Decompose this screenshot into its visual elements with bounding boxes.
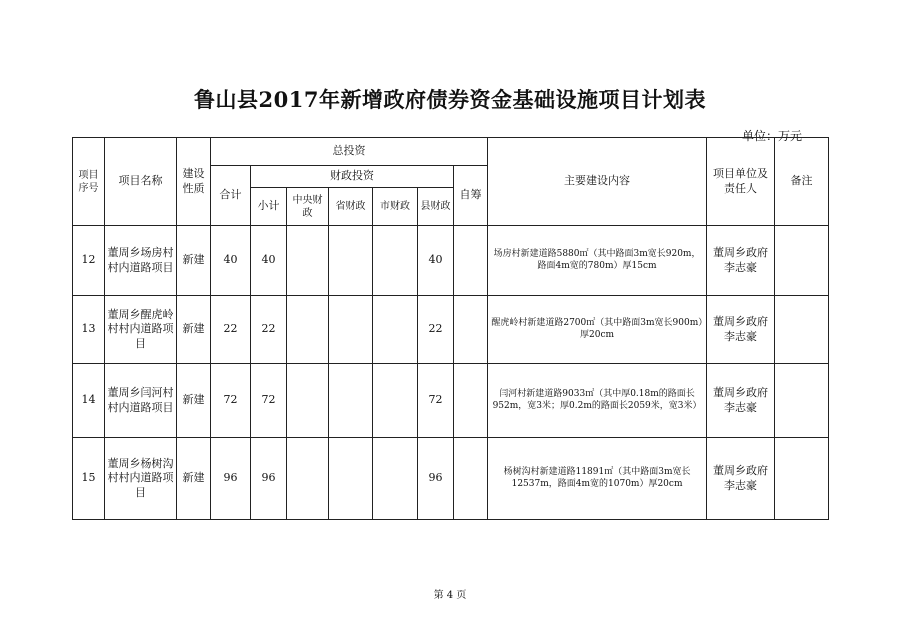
unit-label: 单位：万元 (742, 129, 803, 143)
row-county: 96 (418, 438, 454, 520)
row-person: 李志豪 (724, 329, 758, 343)
project-plan-table (72, 137, 829, 520)
row-province (329, 438, 373, 520)
header-type: 建设性质 (177, 138, 211, 226)
row-central (287, 364, 329, 438)
table-row (73, 438, 829, 520)
page-number: 第 4 页 (433, 590, 467, 601)
header-county: 县财政 (418, 188, 454, 226)
row-subtotal: 72 (251, 364, 287, 438)
table-row (73, 226, 829, 296)
header-total: 合计 (211, 166, 251, 226)
row-remark (775, 364, 829, 438)
row-name: 董周乡醒虎岭村村内道路项目 (105, 296, 177, 364)
row-province (329, 364, 373, 438)
page-title: 鲁山县2017年新增政府债券资金基础设施项目计划表 (194, 87, 706, 112)
row-content: 醒虎岭村新建道路2700㎡（其中路面3m宽长900m）厚20cm (488, 296, 707, 364)
row-province (329, 296, 373, 364)
row-type: 新建 (177, 296, 211, 364)
row-county: 22 (418, 296, 454, 364)
row-type: 新建 (177, 364, 211, 438)
row-subtotal: 40 (251, 226, 287, 296)
row-org: 董周乡政府 (713, 386, 769, 400)
row-self (454, 364, 488, 438)
row-unit-person (707, 226, 775, 296)
row-unit-person (707, 296, 775, 364)
row-seq: 14 (73, 364, 105, 438)
header-name: 项目名称 (105, 138, 177, 226)
header-subtotal: 小计 (251, 188, 287, 226)
row-name: 董周乡场房村村内道路项目 (105, 226, 177, 296)
row-unit-person (707, 438, 775, 520)
row-total: 40 (211, 226, 251, 296)
row-city (373, 438, 418, 520)
row-person: 李志豪 (724, 478, 758, 492)
row-self (454, 226, 488, 296)
row-content: 闫河村新建道路9033㎡（其中厚0.18m的路面长952m，宽3米；厚0.2m的路面长2059米，宽3米） (488, 364, 707, 438)
row-total: 22 (211, 296, 251, 364)
header-province: 省财政 (329, 188, 373, 226)
row-type: 新建 (177, 438, 211, 520)
row-central (287, 226, 329, 296)
row-self (454, 296, 488, 364)
header-central: 中央财政 (287, 188, 329, 226)
row-central (287, 296, 329, 364)
row-total: 96 (211, 438, 251, 520)
header-unit-person: 项目单位及责任人 (707, 138, 775, 226)
row-seq: 15 (73, 438, 105, 520)
row-person: 李志豪 (724, 260, 758, 274)
row-name: 董周乡闫河村村内道路项目 (105, 364, 177, 438)
header-content: 主要建设内容 (488, 138, 707, 226)
header-total-investment: 总投资 (211, 138, 488, 166)
header-fiscal: 财政投资 (251, 166, 454, 188)
row-seq: 13 (73, 296, 105, 364)
row-org: 董周乡政府 (713, 315, 769, 329)
row-remark (775, 438, 829, 520)
row-remark (775, 226, 829, 296)
row-org: 董周乡政府 (713, 246, 769, 260)
header-seq: 项目序号 (73, 138, 105, 226)
row-content: 杨树沟村新建道路11891㎡（其中路面3m宽长12537m，路面4m宽的1070m）厚20cm (488, 438, 707, 520)
row-person: 李志豪 (724, 400, 758, 414)
row-city (373, 364, 418, 438)
row-name: 董周乡杨树沟村村内道路项目 (105, 438, 177, 520)
row-total: 72 (211, 364, 251, 438)
row-subtotal: 96 (251, 438, 287, 520)
row-remark (775, 296, 829, 364)
row-county: 40 (418, 226, 454, 296)
row-county: 72 (418, 364, 454, 438)
table-row (73, 296, 829, 364)
row-unit-person (707, 364, 775, 438)
row-city (373, 226, 418, 296)
row-org: 董周乡政府 (713, 464, 769, 478)
header-self: 自筹 (454, 166, 488, 226)
row-central (287, 438, 329, 520)
row-self (454, 438, 488, 520)
row-city (373, 296, 418, 364)
table-row (73, 364, 829, 438)
row-type: 新建 (177, 226, 211, 296)
row-seq: 12 (73, 226, 105, 296)
header-remark: 备注 (775, 138, 829, 226)
row-content: 场房村新建道路5880㎡（其中路面3m宽长920m，路面4m宽的780m）厚15cm (488, 226, 707, 296)
row-subtotal: 22 (251, 296, 287, 364)
row-province (329, 226, 373, 296)
header-city: 市财政 (373, 188, 418, 226)
